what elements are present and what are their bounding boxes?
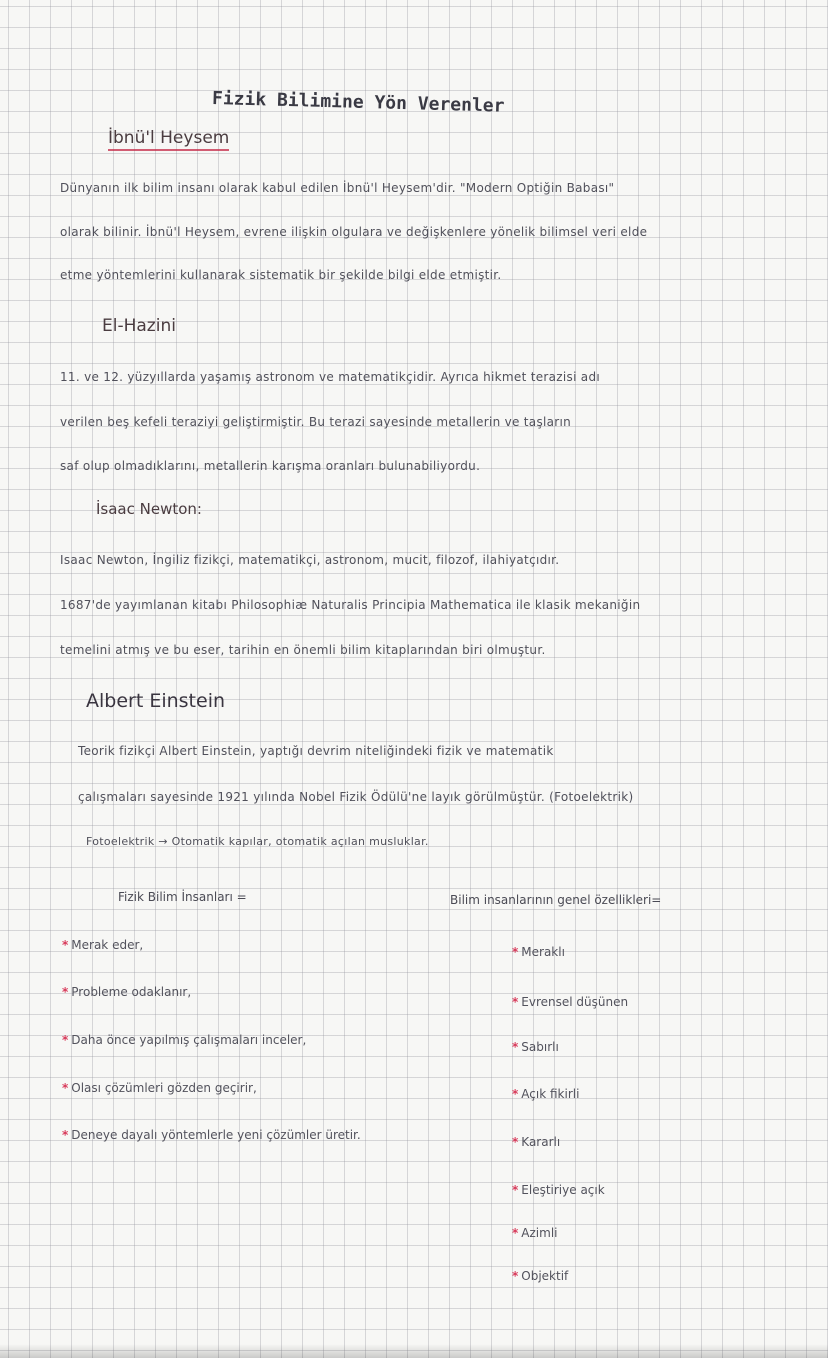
heysem-line-2: olarak bilinir. İbnü'l Heysem, evrene ilişkin olgulara ve değişkenlere yönelik bilimsel veri elde (60, 225, 648, 239)
right-list-item-text: Azimli (521, 1226, 558, 1240)
right-list-item (512, 1135, 560, 1149)
hazini-line-3: saf olup olmadıklarını, metallerin karışma oranları bulunabiliyordu. (60, 459, 481, 473)
right-list-item-text: Kararlı (521, 1135, 561, 1149)
star-bullet-icon: * (512, 1135, 519, 1149)
hazini-line-2: verilen beş kefeli teraziyi geliştirmiştir. Bu terazi sayesinde metallerin ve taşların (60, 415, 572, 429)
right-list-item (512, 1226, 557, 1240)
newton-line-2: 1687'de yayımlanan kitabı Philosophiæ Naturalis Principia Mathematica ile klasik mekaniğin (60, 598, 641, 612)
star-bullet-icon: * (512, 1226, 519, 1240)
star-bullet-icon: * (62, 1081, 69, 1095)
star-bullet-icon: * (512, 1269, 519, 1283)
right-list-item (512, 1040, 559, 1054)
star-bullet-icon: * (62, 938, 69, 952)
right-list-item-text: Evrensel düşünen (521, 995, 629, 1009)
right-list-heading: Bilim insanlarının genel özellikleri= (450, 893, 662, 907)
hazini-line-1: 11. ve 12. yüzyıllarda yaşamış astronom ve matematikçidir. Ayrıca hikmet terazisi adı (60, 370, 601, 384)
heading-hazini: El-Hazini (102, 316, 176, 336)
star-bullet-icon: * (512, 995, 519, 1009)
newton-line-1: Isaac Newton, İngiliz fizikçi, matematikçi, astronom, mucit, filozof, ilahiyatçıdır. (60, 553, 560, 567)
right-list-item (512, 1087, 579, 1101)
heading-einstein: Albert Einstein (86, 690, 226, 712)
newton-line-3: temelini atmış ve bu eser, tarihin en önemli bilim kitaplarından biri olmuştur. (60, 643, 546, 657)
right-list-item (512, 945, 565, 959)
right-list-item-text: Eleştiriye açık (521, 1183, 605, 1197)
right-list-item-text: Açık fikirli (521, 1087, 580, 1101)
einstein-line-1: Teorik fizikçi Albert Einstein, yaptığı devrim niteliğindeki fizik ve matematik (78, 744, 554, 758)
star-bullet-icon: * (512, 1087, 519, 1101)
page-title: Fizik Bilimine Yön Verenler (211, 88, 505, 117)
heysem-line-3: etme yöntemlerini kullanarak sistematik bir şekilde bilgi elde etmiştir. (60, 268, 502, 282)
einstein-line-2: çalışmaları sayesinde 1921 yılında Nobel Fizik Ödülü'ne layık görülmüştür. (Fotoelektrik) (78, 790, 634, 804)
heysem-line-1: Dünyanın ilk bilim insanı olarak kabul edilen İbnü'l Heysem'dir. "Modern Optiğin Babası" (60, 181, 615, 195)
left-list-item (62, 1081, 257, 1095)
star-bullet-icon: * (62, 1033, 69, 1047)
left-list-item-text: Olası çözümleri gözden geçirir, (71, 1081, 257, 1095)
heading-heysem: İbnü'l Heysem (108, 128, 229, 151)
left-list-item (62, 1128, 361, 1142)
left-list-heading: Fizik Bilim İnsanları = (118, 890, 247, 904)
right-list-item-text: Objektif (521, 1269, 569, 1283)
left-list-item-text: Daha önce yapılmış çalışmaları inceler, (71, 1033, 307, 1047)
right-list-item-text: Meraklı (521, 945, 565, 959)
left-list-item-text: Deneye dayalı yöntemlerle yeni çözümler üretir. (71, 1128, 361, 1142)
heading-newton: İsaac Newton: (96, 500, 202, 518)
left-list-item (62, 1033, 306, 1047)
star-bullet-icon: * (512, 945, 519, 959)
left-list-item-text: Merak eder, (71, 938, 144, 952)
star-bullet-icon: * (512, 1183, 519, 1197)
right-list-item-text: Sabırlı (521, 1040, 559, 1054)
left-list-item (62, 938, 143, 952)
star-bullet-icon: * (512, 1040, 519, 1054)
right-list-item (512, 1269, 568, 1283)
left-list-item-text: Probleme odaklanır, (71, 985, 192, 999)
star-bullet-icon: * (62, 985, 69, 999)
einstein-line-3: Fotoelektrik → Otomatik kapılar, otomatik açılan musluklar. (86, 835, 429, 848)
left-list-item (62, 985, 191, 999)
right-list-item (512, 1183, 605, 1197)
right-list-item (512, 995, 628, 1009)
star-bullet-icon: * (62, 1128, 69, 1142)
